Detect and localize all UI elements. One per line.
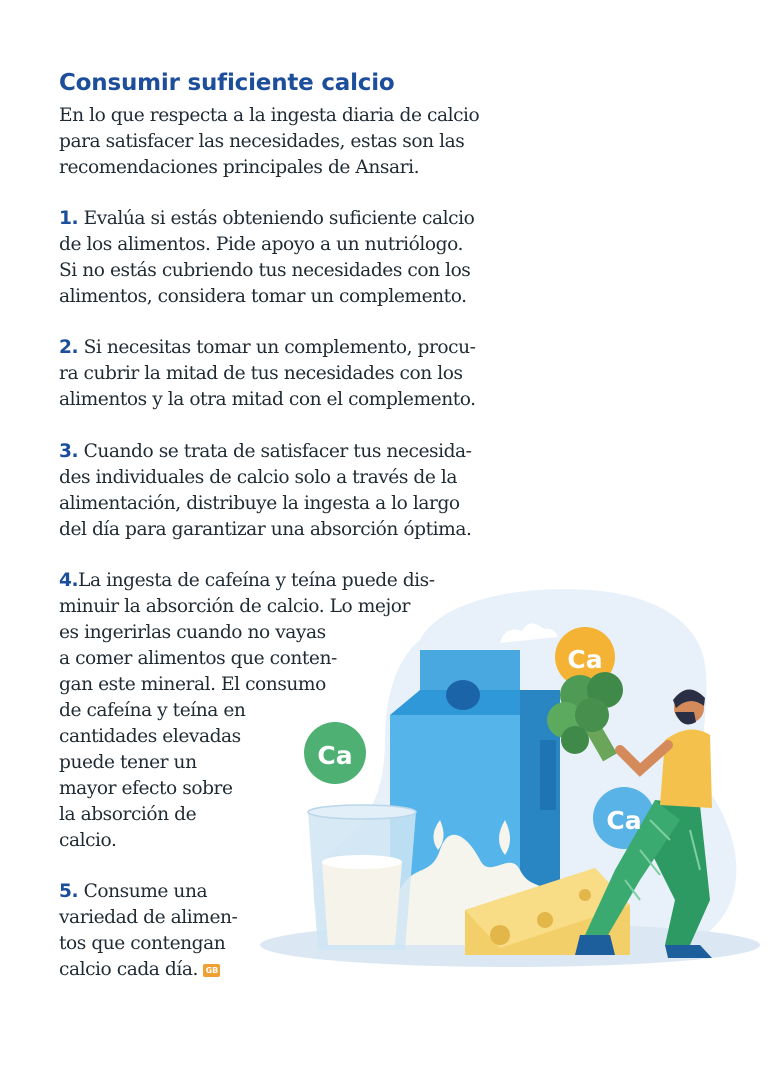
calcium-label: Ca — [567, 645, 603, 674]
text-line: tos que contengan — [59, 933, 226, 954]
text-line: Si necesitas tomar un complemento, procu- — [78, 337, 476, 358]
text-line: mayor efecto sobre — [59, 778, 233, 799]
text-line: del día para garantizar una absorción óptima. — [59, 519, 472, 540]
calcium-label: Ca — [317, 741, 353, 770]
text-line: de los alimentos. Pide apoyo a un nutriólogo. — [59, 234, 463, 255]
text-line: es ingerirlas cuando no vayas — [59, 622, 326, 643]
article-title: Consumir suficiente calcio — [59, 70, 395, 96]
text-line: puede tener un — [59, 752, 197, 773]
text-line: para satisfacer las necesidades, estas son las — [59, 131, 465, 152]
intro-paragraph — [59, 103, 479, 181]
text-line: En lo que respecta a la ingesta diaria de calcio — [59, 105, 480, 126]
recommendation-2 — [59, 335, 476, 413]
text-line: la absorción de — [59, 804, 197, 825]
text-line: cantidades elevadas — [59, 726, 241, 747]
text-line: a comer alimentos que conten- — [59, 648, 337, 669]
item-number: 3. — [59, 441, 79, 462]
item-number: 1. — [59, 208, 79, 229]
text-line: alimentos y la otra mitad con el complemento. — [59, 389, 476, 410]
recommendation-3 — [59, 439, 472, 543]
end-badge-icon: GB — [203, 964, 220, 977]
text-line: calcio cada día. — [59, 959, 204, 980]
text-line: des individuales de calcio solo a través de la — [59, 467, 458, 488]
text-line: recomendaciones principales de Ansari. — [59, 157, 420, 178]
text-line: La ingesta de cafeína y teína puede dis- — [78, 570, 435, 591]
calcium-label: Ca — [606, 806, 642, 835]
text-line: variedad de alimen- — [59, 907, 238, 928]
item-number: 5. — [59, 881, 79, 902]
text-line: ra cubrir la mitad de tus necesidades con los — [59, 363, 463, 384]
item-number: 2. — [59, 337, 79, 358]
text-line: Cuando se trata de satisfacer tus necesida- — [78, 441, 472, 462]
recommendation-4 — [59, 568, 435, 854]
recommendation-1 — [59, 206, 474, 310]
text-line: calcio. — [59, 830, 117, 851]
text-line: de cafeína y teína en — [59, 700, 246, 721]
recommendation-5 — [59, 879, 237, 983]
text-line: alimentación, distribuye la ingesta a lo largo — [59, 493, 460, 514]
text-line: Evalúa si estás obteniendo suficiente calcio — [78, 208, 475, 229]
text-line: alimentos, considera tomar un complemento. — [59, 286, 467, 307]
text-line: Si no estás cubriendo tus necesidades con los — [59, 260, 471, 281]
item-number: 4. — [59, 570, 79, 591]
text-line: gan este mineral. El consumo — [59, 674, 326, 695]
text-line: minuir la absorción de calcio. Lo mejor — [59, 596, 410, 617]
text-line: Consume una — [78, 881, 208, 902]
